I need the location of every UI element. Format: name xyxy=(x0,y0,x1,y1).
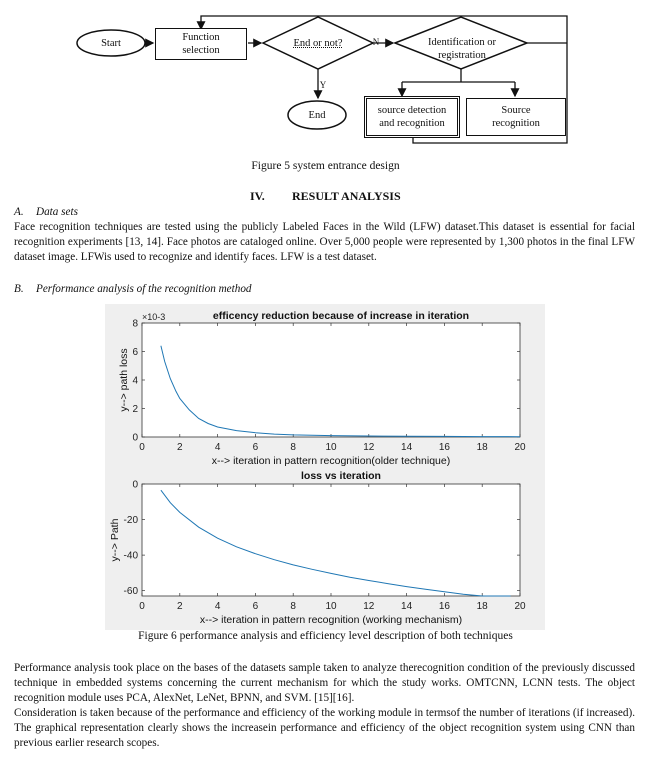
start-label: Start xyxy=(101,38,121,49)
y-tick-label: -20 xyxy=(123,515,138,527)
chart-title-2: loss vs iteration xyxy=(301,470,381,482)
x-tick-label: 20 xyxy=(514,442,526,453)
function-selection-label: Function selection xyxy=(182,32,220,56)
chart-title-1: efficency reduction because of increase in iteration xyxy=(212,310,470,322)
x-tick-label: 14 xyxy=(401,601,413,612)
y-tick-label: 0 xyxy=(132,432,138,444)
section-heading: RESULT ANALYSIS xyxy=(292,189,401,203)
x-tick-label: 16 xyxy=(438,601,450,612)
x-tick-label: 16 xyxy=(438,442,450,453)
x-tick-label: 12 xyxy=(363,442,375,453)
source-detection-label: source detection and recognition xyxy=(377,105,447,129)
x-tick-label: 10 xyxy=(325,442,337,453)
subsection-a-number: A. xyxy=(14,206,24,218)
x-tick-label: 0 xyxy=(139,442,145,453)
subsection-b-title: Performance analysis of the recognition method xyxy=(36,283,252,295)
label-y: Y xyxy=(319,80,327,90)
x-tick-label: 6 xyxy=(252,601,259,612)
paragraph-performance: Performance analysis took place on the bases of the datasets sample taken to analyze therecognition condition of the previously discussed technique in embedded systems concerning the current mechanism for which the study works. OMTCNN, LCNN tests. The object recognition module uses PCA, AlexNet, LeNet, BPNN, and SVM. [15][16]. xyxy=(14,662,635,704)
y-tick-label: 8 xyxy=(132,318,138,330)
y-exponent-label: ×10-3 xyxy=(142,312,166,322)
y-axis-label-2: y--> Path xyxy=(109,518,121,562)
x-tick-label: 14 xyxy=(401,442,413,453)
x-tick-label: 8 xyxy=(290,601,296,612)
paragraph-datasets: Face recognition techniques are tested using the publicly Labeled Faces in the Wild (LFW) dataset.This dataset is essential for facial recognition experiments [13, 14]. Face photos are cataloged online. Over 5,000 people were represented by 1,300 photos in the final LFW dataset image. LFWis used to recognize and identify faces. LFW is a test dataset. xyxy=(14,221,635,263)
plot-area-2 xyxy=(142,484,520,596)
figure6-caption: Figure 6 performance analysis and efficiency level description of both techniques xyxy=(138,630,513,642)
end-or-not-label: End or not? xyxy=(293,38,343,49)
x-tick-label: 0 xyxy=(139,601,145,612)
label-n: N xyxy=(372,37,380,47)
y-tick-label: -40 xyxy=(123,550,138,562)
x-tick-label: 8 xyxy=(290,442,296,453)
x-tick-label: 6 xyxy=(252,442,259,453)
y-tick-label: 2 xyxy=(132,404,138,415)
subsection-b-number: B. xyxy=(14,283,24,295)
y-tick-label: 6 xyxy=(132,347,138,358)
y-axis-label-1: y--> path loss xyxy=(118,348,130,412)
end-label: End xyxy=(308,110,326,121)
x-tick-label: 18 xyxy=(476,442,488,453)
x-tick-label: 18 xyxy=(476,601,488,612)
x-tick-label: 4 xyxy=(214,442,221,453)
paragraph-consideration: Consideration is taken because of the performance and efficiency of the working module in termsof the number of iterations (if increased). The graphical representation clearly shows the increasein performance and efficiency of the object recognition system using CNN than previous earlier research scopes. xyxy=(14,707,635,749)
x-axis-label-1: x--> iteration in pattern recognition(older technique) xyxy=(211,455,451,467)
figure5-caption: Figure 5 system entrance design xyxy=(251,160,400,172)
y-tick-label: 0 xyxy=(132,479,138,491)
x-tick-label: 12 xyxy=(363,601,375,612)
source-recognition-label: Source recognition xyxy=(492,105,540,129)
x-tick-label: 4 xyxy=(214,601,221,612)
x-tick-label: 2 xyxy=(177,442,183,453)
identification-label: Identification or registration xyxy=(428,37,496,61)
x-tick-label: 2 xyxy=(177,601,183,612)
y-tick-label: -60 xyxy=(123,586,138,598)
x-axis-label-2: x--> iteration in pattern recognition (working mechanism) xyxy=(199,614,463,626)
y-tick-label: 4 xyxy=(132,375,138,387)
subsection-a-title: Data sets xyxy=(36,206,78,218)
x-tick-label: 20 xyxy=(514,601,526,612)
plot-area-1 xyxy=(142,323,520,437)
x-tick-label: 10 xyxy=(325,601,337,612)
section-number: IV. xyxy=(250,189,265,203)
